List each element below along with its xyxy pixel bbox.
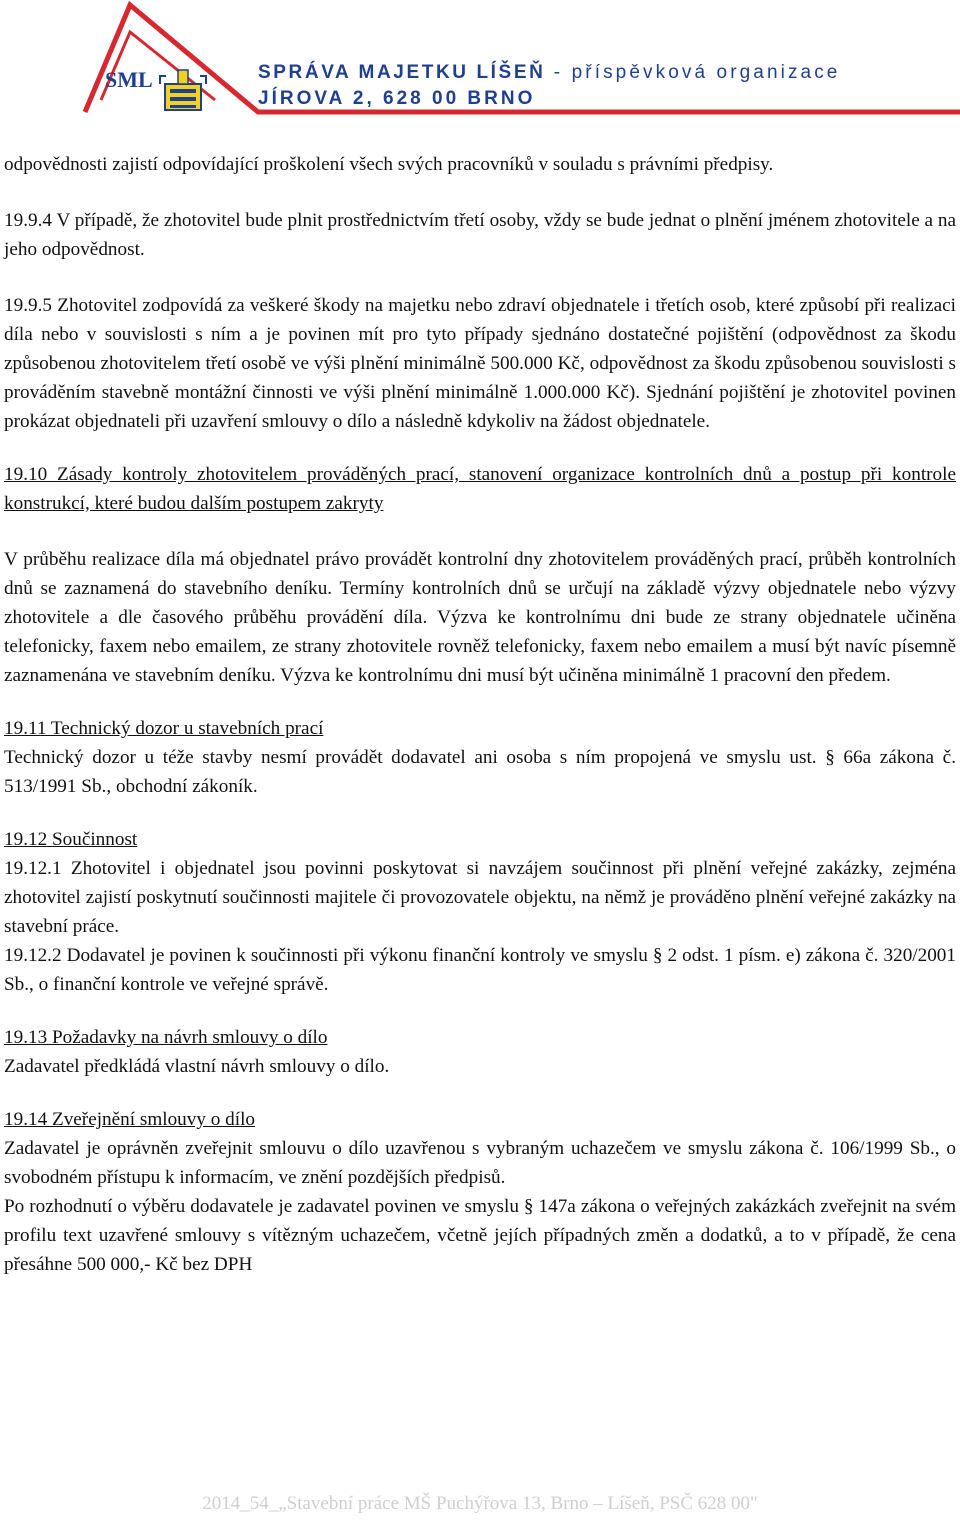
paragraph: Zadavatel předkládá vlastní návrh smlouvy o dílo. — [4, 1056, 390, 1077]
paragraph: Po rozhodnutí o výběru dodavatele je zadavatel povinen ve smyslu § 147a zákona o veřejných zakázkách zveřejnit na svém profilu text uzavřené smlouvy s vítězným uchazečem, včetně jejích případných změn a dodatků, a to v případě, že cena přesáhne 500 000,- Kč bez DPH — [4, 1196, 956, 1275]
org-address: JÍROVA 2, 628 00 BRNO — [258, 88, 536, 109]
org-suffix: - příspěvková organizace — [545, 62, 841, 83]
org-name: SPRÁVA MAJETKU LÍŠEŇ — [258, 62, 546, 83]
clause-19-12-1: 19.12.1 Zhotovitel i objednatel jsou povinni poskytovat si navzájem součinnost při plnění veřejné zakázky, zejména zhotovitel zajistí poskytnutí součinnosti majitele či provozovatele objektu, na němž je prováděno plnění veřejné zakázky na stavební práce. — [4, 858, 956, 937]
paragraph: V průběhu realizace díla má objednatel právo provádět kontrolní dny zhotovitelem prováděných prací, průběh kontrolních dnů se zaznamená do stavebního deníku. Termíny kontrolních dnů se určují na základě výzvy objednatele nebo výzvy zhotovitele a dle časového průběhu provádění díla. Výzva ke kontrolnímu dni bude ze strany objednatele učiněna telefonicky, faxem nebo emailem, ze strany zhotovitele rovněž telefonicky, faxem nebo emailem a musí být navíc písemně zaznamenána ve stavebním deníku. Výzva ke kontrolnímu dni musí být učiněna minimálně 1 pracovní den předem. — [4, 549, 956, 686]
crest-icon — [160, 70, 206, 110]
section-heading-19-12: 19.12 Součinnost — [4, 829, 138, 850]
clause-19-9-4: 19.9.4 V případě, že zhotovitel bude plnit prostřednictvím třetí osoby, vždy se bude jednat o plnění jménem zhotovitele a na jeho odpovědnost. — [4, 210, 956, 260]
logo-text: SML — [105, 67, 153, 92]
page-header — [0, 0, 960, 140]
clause-19-9-5: 19.9.5 Zhotovitel zodpovídá za veškeré škody na majetku nebo zdraví objednatele i třetích osob, které způsobí při realizaci díla nebo v souvislosti s ním a je povinen mít pro tyto případy sjednáno dostatečné pojištění (odpovědnost za škodu způsobenou zhotovitelem třetí osobě ve výši plnění minimálně 500.000 Kč, odpovědnost za škodu způsobenou souvislosti s prováděním stavebně montážní činnosti ve výši plnění minimálně 1.000.000 Kč). Sjednání pojištění je zhotovitel povinen prokázat objednateli při uzavření smlouvy o dílo a následně kdykoliv na žádost objednatele. — [4, 295, 956, 432]
paragraph: Technický dozor u téže stavby nesmí provádět dodavatel ani osoba s ním propojená ve smyslu ust. § 66a zákona č. 513/1991 Sb., obchodní zákoník. — [4, 747, 956, 797]
section-heading-19-14: 19.14 Zveřejnění smlouvy o dílo — [4, 1109, 256, 1130]
org-name-line — [258, 62, 840, 84]
section-heading-19-13: 19.13 Požadavky na návrh smlouvy o dílo — [4, 1027, 328, 1048]
paragraph: Zadavatel je oprávněn zveřejnit smlouvu o dílo uzavřenou s vybraným uchazečem ve smyslu zákona č. 106/1999 Sb., o svobodném přístupu k informacím, ve znění pozdějších předpisů. — [4, 1138, 956, 1188]
section-heading-19-11: 19.11 Technický dozor u stavebních prací — [4, 718, 324, 739]
paragraph: odpovědnosti zajistí odpovídající proškolení všech svých pracovníků v souladu s právními předpisy. — [4, 154, 774, 175]
page-footer: 2014_54_„Stavební práce MŠ Puchýřova 13, Brno – Líšeň, PSČ 628 00" — [202, 1493, 758, 1514]
clause-19-12-2: 19.12.2 Dodavatel je povinen k součinnosti při výkonu finanční kontroly ve smyslu § 2 odst. 1 písm. e) zákona č. 320/2001 Sb., o finanční kontrole ve veřejné správě. — [4, 945, 956, 995]
document-body — [4, 150, 956, 1279]
section-heading-19-10: 19.10 Zásady kontroly zhotovitelem prováděných prací, stanovení organizace kontrolních dnů a postup při kontrole konstrukcí, které budou dalším postupem zakryty — [4, 464, 956, 514]
